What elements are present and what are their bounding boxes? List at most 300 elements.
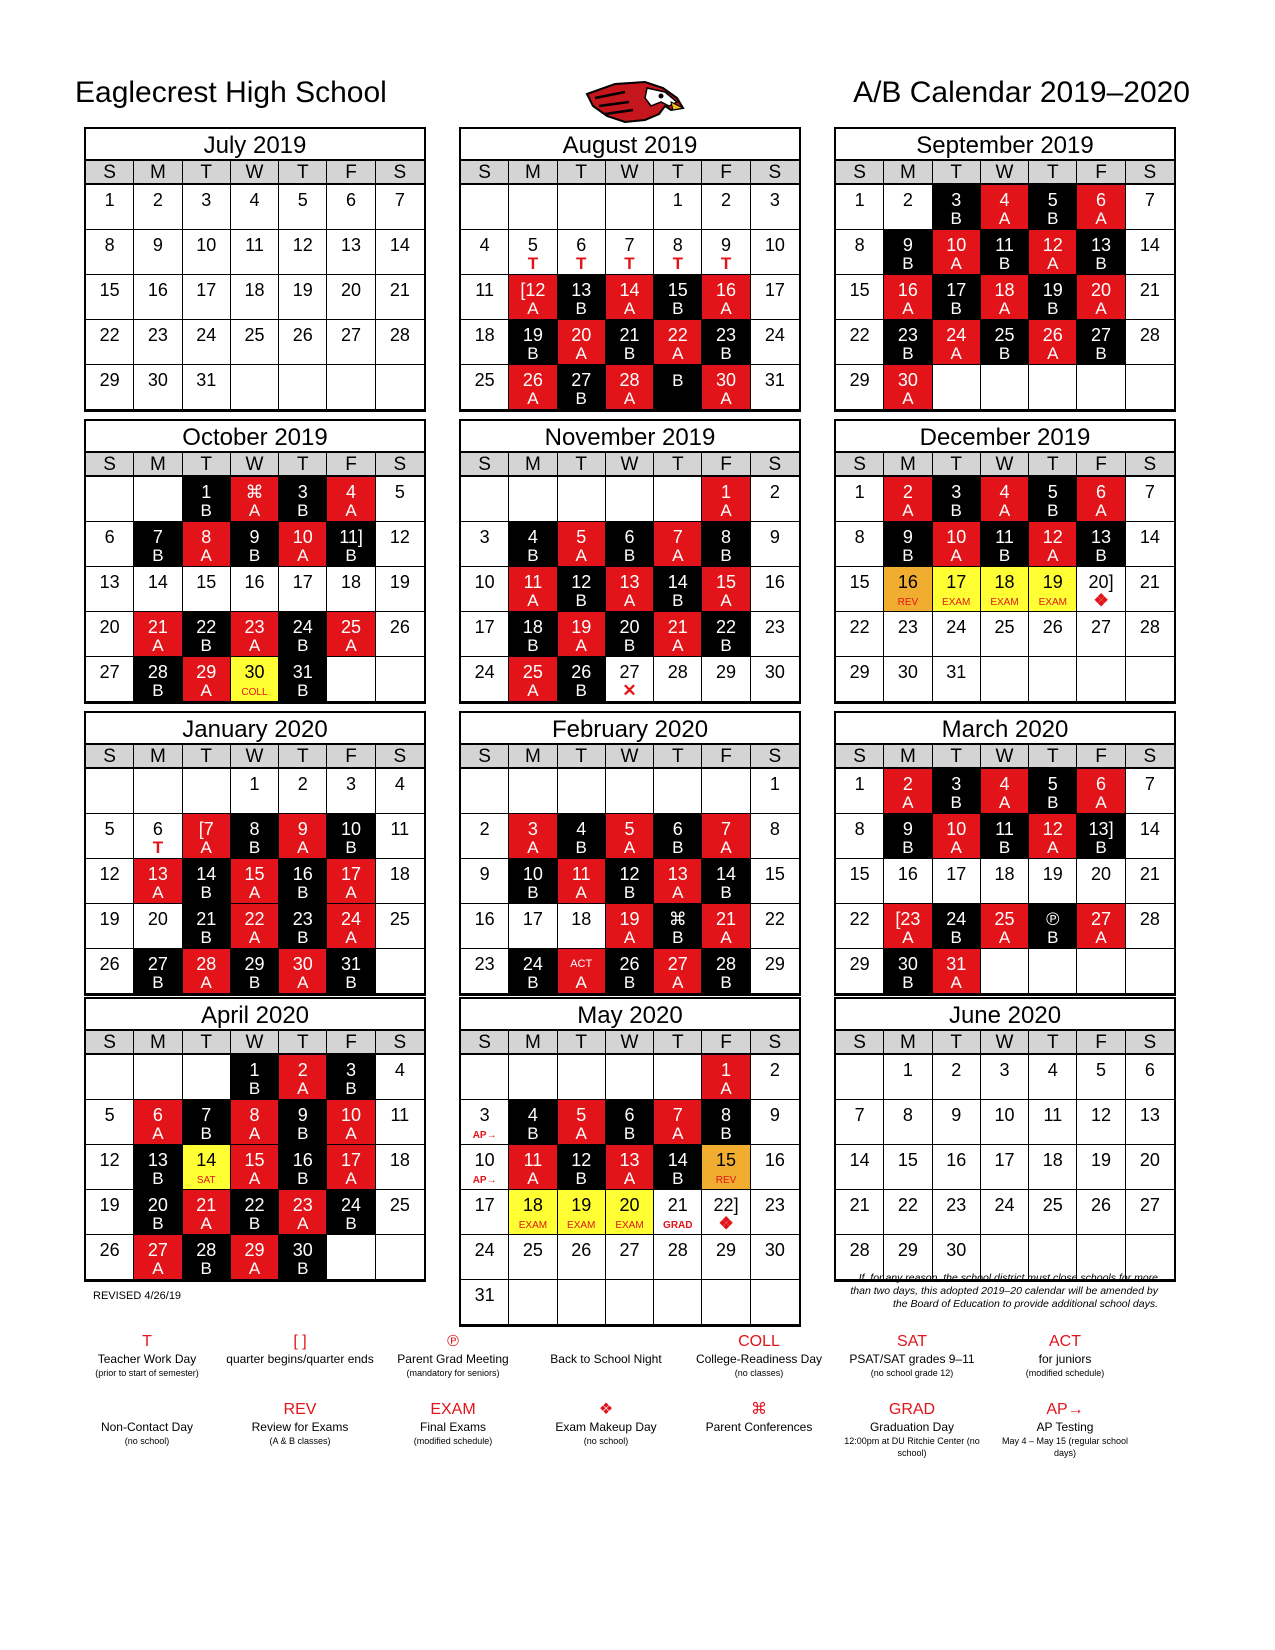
day-number: 10 [764,235,785,255]
empty-cell [376,1235,424,1280]
day-number: 19 [522,325,543,345]
day-mark: A [527,1169,539,1188]
day-number: 5 [624,819,635,839]
empty-cell [376,949,424,994]
legend-item [72,1400,222,1447]
day-number: 12 [292,235,313,255]
day-cell [558,657,606,702]
day-mark: A [902,501,914,520]
day-number: ACT [570,958,593,970]
day-cell [376,320,424,365]
day-cell [1077,567,1125,612]
day-number: 2 [479,819,490,839]
day-number: 11 [475,280,494,300]
day-cell [509,1190,557,1235]
day-mark: B [623,973,636,992]
day-cell [376,477,424,522]
day-number: 25 [474,370,495,390]
day-cell [884,657,932,702]
day-number: 10 [341,819,362,839]
day-cell [86,814,134,859]
day-cell [933,1100,981,1145]
empty-cell [376,657,424,702]
weekday-header: T [279,453,327,477]
day-number: 21 [1139,572,1160,592]
weekday-header: W [606,161,654,185]
empty-cell [981,657,1029,702]
day-mark: B [623,883,636,902]
day-mark: B [575,681,587,700]
day-number: 15 [196,572,217,592]
day-number: 22 [897,1195,918,1215]
weekday-header: F [702,453,750,477]
day-cell [1029,814,1077,859]
day-number: 12 [99,864,120,884]
day-cell [134,1145,182,1190]
day-cell [751,1190,799,1235]
day-number: 22 [667,325,688,345]
day-number: 3 [527,819,538,839]
weekday-header: M [509,745,557,769]
day-number: 16 [897,572,918,592]
month-grid [836,161,1174,410]
weekday-header: F [327,161,375,185]
day-mark: ✕ [622,681,637,700]
day-mark: B [720,546,732,565]
day-cell [1126,904,1174,949]
day-cell [134,949,182,994]
day-number: 2 [951,1060,962,1080]
day-cell [884,320,932,365]
day-number: 27 [147,954,168,974]
day-number: 23 [716,325,737,345]
day-cell [654,230,702,275]
day-cell [836,185,884,230]
weekday-header: S [376,453,424,477]
day-number: 9 [297,819,308,839]
empty-cell [1077,657,1125,702]
day-number: 8 [104,235,115,255]
day-number: 7 [672,527,683,547]
day-mark: B [623,636,636,655]
day-number: 27 [1091,325,1112,345]
day-number: 17 [764,280,785,300]
day-cell [836,275,884,320]
day-cell [279,949,327,994]
day-cell [1029,567,1077,612]
day-cell [933,612,981,657]
day-number: 12 [389,527,410,547]
day-cell [981,859,1029,904]
day-cell [1126,320,1174,365]
day-number: 27 [1091,617,1112,637]
day-number: 21 [1139,280,1160,300]
day-cell [884,612,932,657]
day-mark: B [672,1169,684,1188]
day-cell [933,1190,981,1235]
legend-item [990,1400,1140,1459]
day-cell [702,1145,750,1190]
day-number: 29 [716,662,737,682]
weekday-header: M [134,745,182,769]
day-number: 30 [897,370,918,390]
day-number: 30 [897,954,918,974]
day-mark: B [200,928,212,947]
day-number: 11 [245,235,264,255]
day-cell [134,612,182,657]
day-cell [1077,522,1125,567]
day-cell [1029,522,1077,567]
revised-date: REVISED 4/26/19 [93,1290,182,1302]
day-cell [933,230,981,275]
day-number: 26 [619,954,640,974]
month-grid [461,453,799,702]
weekday-header: S [376,1031,424,1055]
day-number: 30 [764,662,785,682]
day-cell [376,904,424,949]
day-number: 7 [854,1105,865,1125]
day-mark: A [575,1124,587,1143]
day-cell [461,320,509,365]
day-mark: A [902,389,914,408]
legend-note: May 4 – May 15 (regular school days) [1001,1436,1129,1458]
day-mark: AP→ [472,1175,497,1186]
day-number: 6 [1144,1060,1155,1080]
day-cell [1077,320,1125,365]
day-cell [327,1055,375,1100]
day-cell [933,859,981,904]
day-cell [279,1055,327,1100]
weekday-header: W [981,453,1029,477]
day-cell [509,612,557,657]
day-cell [86,320,134,365]
day-number: 28 [716,954,737,974]
day-number: 15 [716,572,737,592]
day-mark: B [672,371,684,390]
day-number: 15 [849,572,870,592]
day-number: 31 [341,954,362,974]
day-cell [1126,859,1174,904]
day-cell [702,477,750,522]
closure-notice: If, for any reason, the school district must close schools for more than two days, this adopted 2019–20 calendar will be amended by the Board of Education to provide additional school days. [850,1272,1158,1310]
day-cell [279,657,327,702]
day-cell [134,230,182,275]
day-cell [654,859,702,904]
empty-cell [509,477,557,522]
weekday-header: T [279,161,327,185]
day-cell [279,769,327,814]
day-number: 16 [292,864,313,884]
weekday-header: S [86,1031,134,1055]
day-number: 16 [764,572,785,592]
empty-cell [558,185,606,230]
legend-label: Non-Contact Day [100,1420,194,1434]
day-number: 4 [999,190,1010,210]
day-number: 22 [849,909,870,929]
day-cell [183,612,231,657]
day-number: 8 [249,819,260,839]
day-cell [933,769,981,814]
day-number: 14 [196,864,217,884]
day-number: 1 [854,482,865,502]
day-cell [461,949,509,994]
day-cell [279,567,327,612]
legend-symbol [72,1400,222,1420]
day-cell [1126,1190,1174,1235]
day-number: 15 [764,864,785,884]
day-cell [606,949,654,994]
day-number: 2 [297,1060,308,1080]
day-number: 24 [474,662,495,682]
day-mark: A [200,546,212,565]
day-number: 26 [571,1240,592,1260]
legend-symbol: ⌘ [751,1401,767,1418]
legend-item [378,1332,528,1379]
day-cell [751,1100,799,1145]
day-number: 28 [1139,325,1160,345]
legend-label: PSAT/SAT grades 9–11 [849,1352,975,1366]
day-cell [183,949,231,994]
empty-cell [376,365,424,410]
day-cell [751,275,799,320]
weekday-header: F [1077,745,1125,769]
day-cell [376,275,424,320]
day-number: 5 [576,1105,587,1125]
day-number: 23 [897,325,918,345]
day-cell [1077,1055,1125,1100]
day-mark: B [1047,928,1059,947]
day-cell [86,1190,134,1235]
day-cell [376,1190,424,1235]
day-cell [836,859,884,904]
day-mark: A [297,546,309,565]
day-cell [86,365,134,410]
day-number: 31 [946,662,967,682]
day-number: 9 [951,1105,962,1125]
day-number: 3 [346,774,357,794]
day-number: 9 [902,235,913,255]
day-number: 25 [994,909,1015,929]
calendar-title: A/B Calendar 2019–2020 [853,76,1190,109]
day-number: 22 [196,617,217,637]
weekday-header: T [654,453,702,477]
weekday-header: W [606,745,654,769]
day-cell [509,859,557,904]
weekday-header: F [702,745,750,769]
day-number: ⌘ [245,482,264,502]
day-cell [134,904,182,949]
day-number: [12 [520,280,546,300]
legend-symbol: T [142,1333,152,1350]
day-mark: B [152,973,164,992]
day-number: 12 [1042,819,1063,839]
day-cell [702,522,750,567]
day-number: 28 [619,370,640,390]
day-cell [231,1055,279,1100]
day-cell [558,814,606,859]
day-cell [279,1235,327,1280]
legend-item [531,1332,681,1367]
day-number: 18 [522,617,543,637]
day-cell [231,949,279,994]
legend-label: Teacher Work Day [97,1352,197,1366]
month-march-2020 [834,711,1176,996]
day-cell [981,522,1029,567]
day-number: 6 [104,527,115,547]
legend-symbol: ACT [1049,1333,1081,1350]
day-number: 2 [902,774,913,794]
empty-cell [606,477,654,522]
day-number: 20 [571,325,592,345]
day-cell [1029,185,1077,230]
legend-label: Parent Conferences [705,1420,813,1434]
empty-cell [1126,657,1174,702]
day-cell [1077,477,1125,522]
day-number: 14 [1139,527,1160,547]
day-cell [1029,477,1077,522]
day-mark: A [1047,546,1059,565]
day-mark: B [902,546,914,565]
day-cell [751,365,799,410]
day-number: 9 [152,235,163,255]
day-cell [509,949,557,994]
day-mark: A [720,928,732,947]
day-cell [327,904,375,949]
day-number: 21 [1139,864,1160,884]
day-number: 21 [667,617,688,637]
day-cell [1126,275,1174,320]
day-cell [509,814,557,859]
day-mark: B [998,344,1011,363]
day-number: 16 [474,909,495,929]
day-number: 16 [897,864,918,884]
day-number: 30 [292,954,313,974]
day-cell [884,1100,932,1145]
day-cell [327,275,375,320]
day-mark: A [998,928,1011,947]
empty-cell [558,477,606,522]
day-cell [231,1100,279,1145]
legend-label: Back to School Night [550,1352,662,1366]
legend-label: quarter begins/quarter ends [226,1352,374,1366]
day-number: 30 [292,1240,313,1260]
empty-cell [606,1055,654,1100]
day-number: 14 [389,235,410,255]
day-cell [751,814,799,859]
day-number: 14 [1139,819,1160,839]
day-number: 14 [1139,235,1160,255]
day-cell [606,904,654,949]
day-cell [606,522,654,567]
weekday-header: T [1029,1031,1077,1055]
day-number: 23 [764,617,785,637]
empty-cell [327,365,375,410]
day-cell [981,567,1029,612]
day-number: 22 [244,909,265,929]
day-mark: B [297,681,309,700]
day-mark: B [152,681,164,700]
day-mark: A [1095,501,1107,520]
day-cell [836,1145,884,1190]
weekday-header: S [86,745,134,769]
day-number: 10 [522,864,543,884]
day-number: 15 [897,1150,918,1170]
day-mark: A [1047,344,1059,363]
day-mark: T [152,838,164,857]
legend-item [225,1332,375,1367]
day-cell [884,477,932,522]
day-cell [183,814,231,859]
day-number: 23 [946,1195,967,1215]
day-cell [933,657,981,702]
day-number: 27 [667,954,688,974]
day-cell [933,522,981,567]
weekday-header: F [1077,1031,1125,1055]
day-mark: B [345,1214,357,1233]
day-mark: A [720,591,732,610]
day-cell [461,904,509,949]
day-cell [884,365,932,410]
day-cell [751,1235,799,1280]
empty-cell [1126,949,1174,994]
day-mark: B [248,838,261,857]
day-number: 9 [902,527,913,547]
day-mark: A [248,1169,261,1188]
day-number: 11 [523,1150,543,1170]
day-cell [558,522,606,567]
day-cell [231,275,279,320]
legend-symbol: SAT [897,1333,927,1350]
day-number: 20 [619,617,640,637]
day-number: 17 [522,909,543,929]
day-number: 26 [99,954,120,974]
day-cell [654,320,702,365]
weekday-header: M [134,161,182,185]
day-number: 26 [1042,325,1063,345]
day-cell [1077,859,1125,904]
legend-symbol: COLL [738,1333,780,1350]
day-mark: A [575,883,587,902]
day-mark: B [672,838,684,857]
day-cell [558,612,606,657]
day-mark: B [345,546,357,565]
day-mark: B [527,973,539,992]
legend-note: (mandatory for seniors) [406,1368,500,1378]
day-cell [86,522,134,567]
day-number: 4 [999,482,1010,502]
day-cell [836,657,884,702]
day-number: 31 [474,1285,495,1305]
day-number: 9 [721,235,732,255]
day-number: 30 [897,662,918,682]
day-cell [702,320,750,365]
weekday-header: S [461,745,509,769]
day-number: 10 [946,527,967,547]
day-mark: B [902,838,914,857]
day-mark: B [575,1169,587,1188]
legend-note: (no school) [124,1436,170,1446]
day-number: 24 [522,954,543,974]
day-number: 28 [849,1240,870,1260]
day-cell [836,1100,884,1145]
day-cell [1029,230,1077,275]
day-cell [461,814,509,859]
day-mark: A [1095,299,1107,318]
day-cell [702,185,750,230]
day-number: 1 [769,774,780,794]
day-cell [981,904,1029,949]
day-number: 5 [527,235,538,255]
